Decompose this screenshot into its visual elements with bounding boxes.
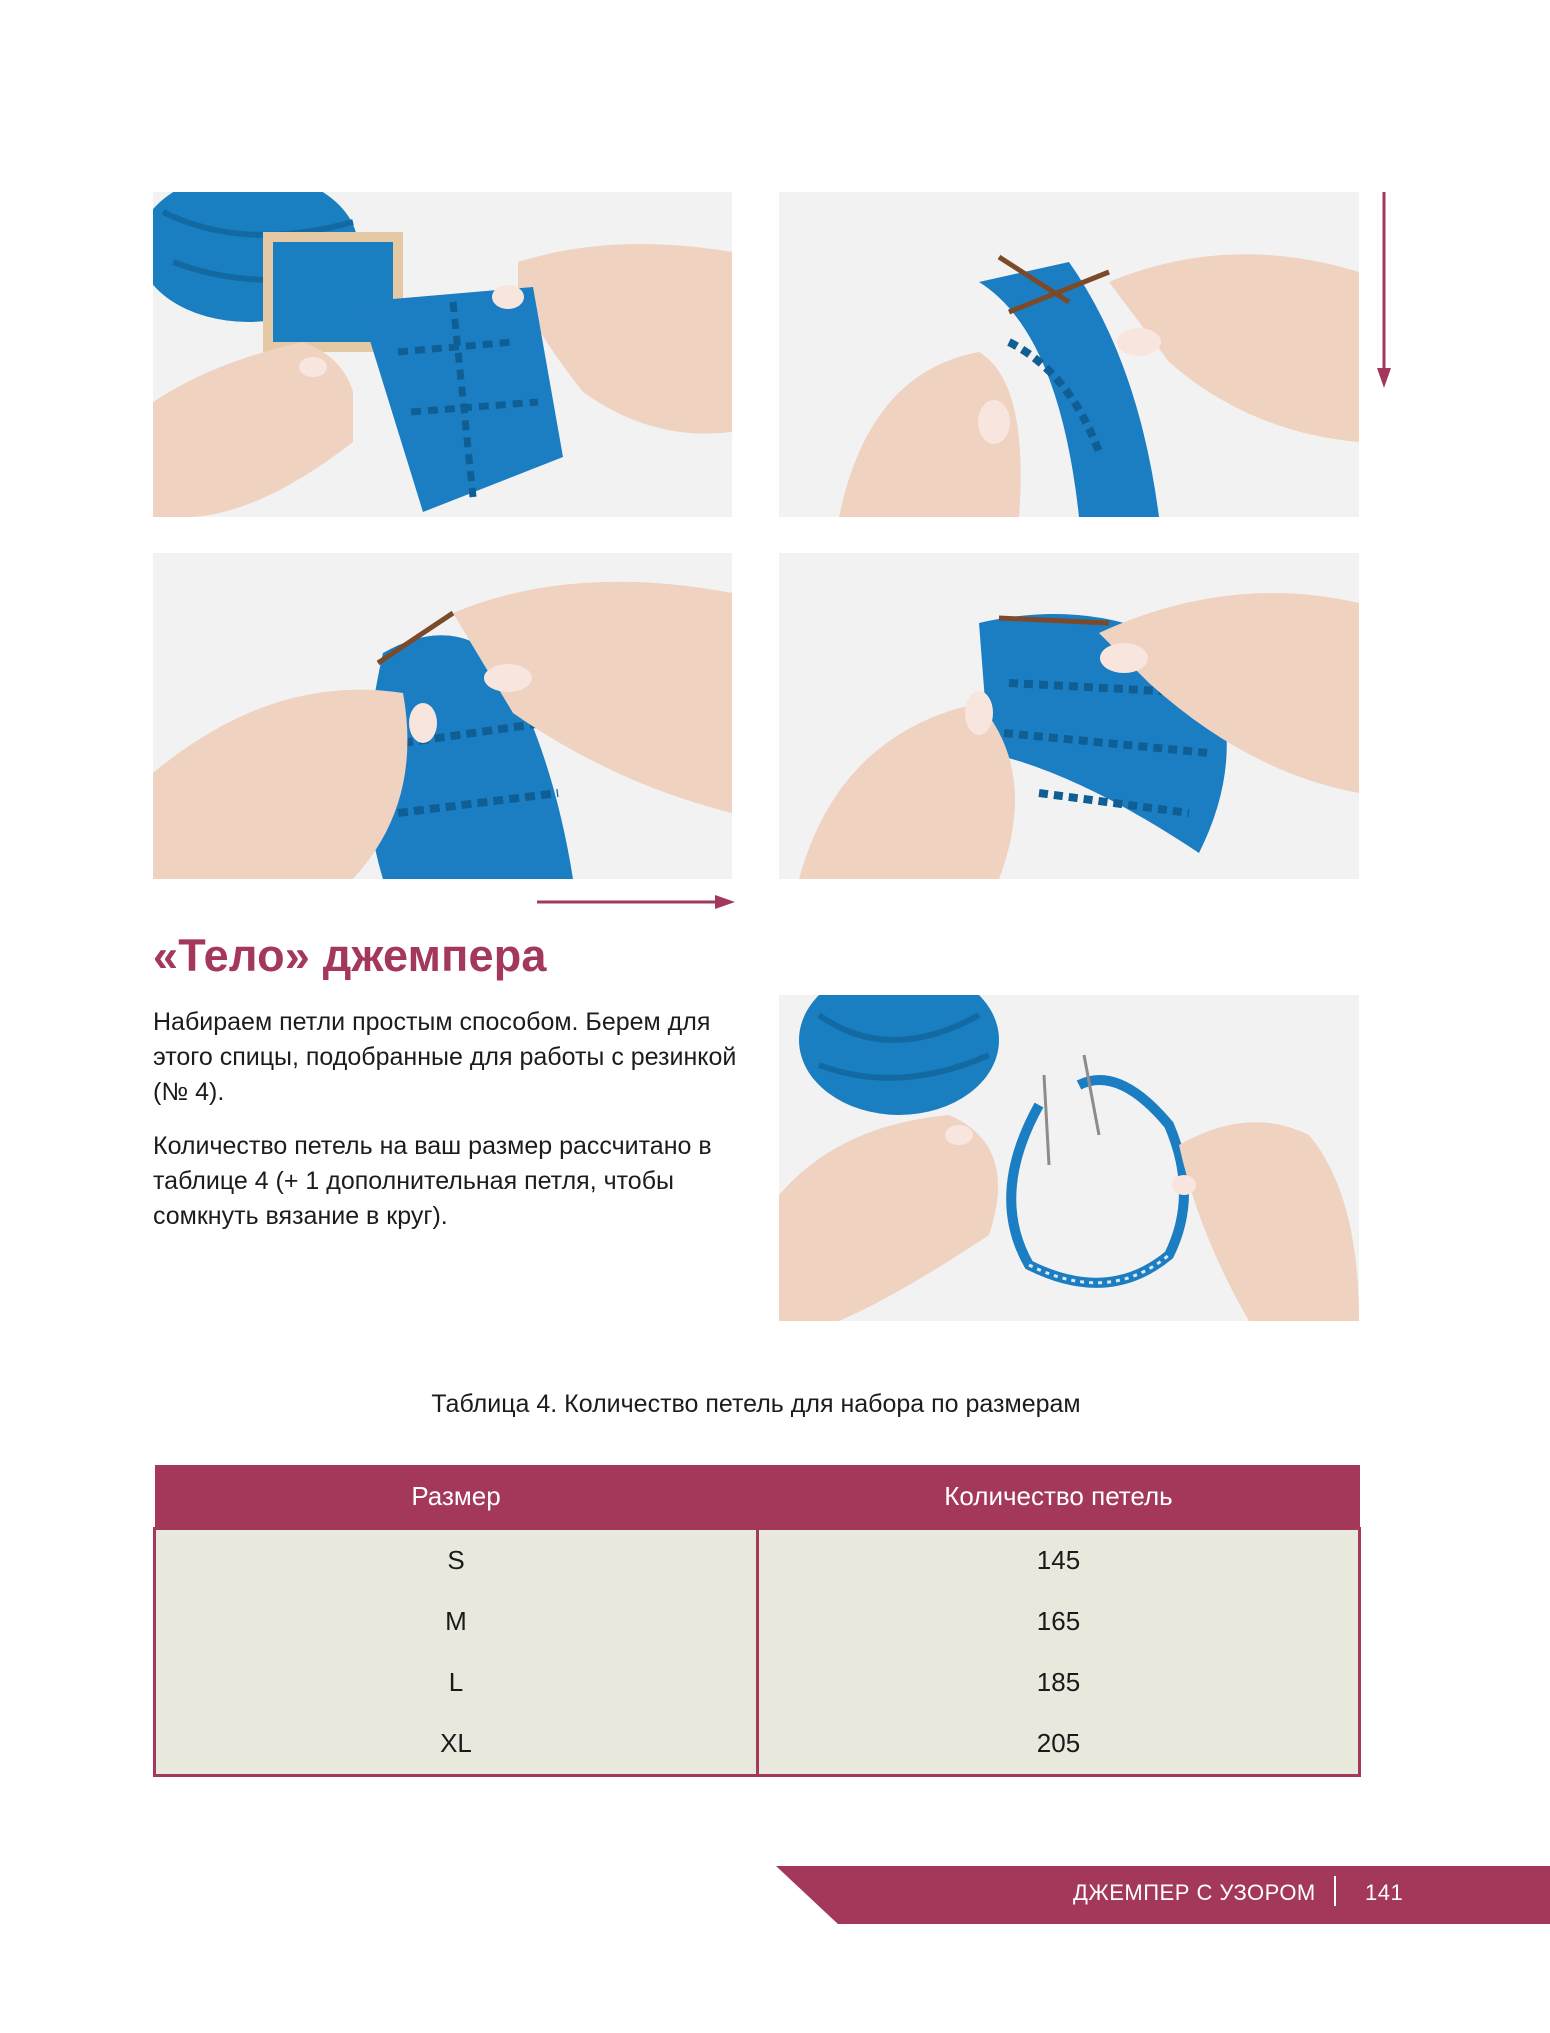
photo-cast-on-circular-needle — [779, 995, 1359, 1321]
photo-knitting-step-4 — [779, 553, 1359, 879]
table-row — [155, 1591, 1360, 1652]
cell-count: 205 — [758, 1713, 1360, 1776]
table-row — [155, 1529, 1360, 1592]
header-count: Количество петель — [758, 1465, 1360, 1529]
cell-count: 145 — [758, 1529, 1360, 1592]
page-number: 141 — [1365, 1880, 1404, 1905]
arrow-right-icon — [537, 893, 735, 911]
cell-count: 165 — [758, 1591, 1360, 1652]
table-caption: Таблица 4. Количество петель для набора по размерам — [431, 1390, 1081, 1418]
photo-knitting-step-2 — [779, 192, 1359, 517]
cell-size: L — [155, 1652, 758, 1713]
paragraph-stitch-count: Количество петель на ваш размер рассчитано в таблице 4 (+ 1 дополнительная петля, чтобы сомкнуть вязание в круг). — [153, 1132, 712, 1230]
paragraph-cast-on: Набираем петли простым способом. Берем для этого спицы, подобранные для работы с резинкой (№ 4). — [153, 1008, 737, 1106]
section-title: «Тело» джемпера — [153, 930, 547, 981]
header-size: Размер — [155, 1465, 758, 1529]
cell-size: XL — [155, 1713, 758, 1776]
table-header-row — [155, 1465, 1360, 1529]
cell-size: S — [155, 1529, 758, 1592]
photo-knitted-swatch-with-yarn-ball — [153, 192, 732, 517]
footer-separator — [1334, 1876, 1336, 1906]
table-row — [155, 1713, 1360, 1776]
photo-knitting-step-3 — [153, 553, 732, 879]
cell-size: M — [155, 1591, 758, 1652]
arrow-down-icon — [1375, 192, 1393, 388]
footer-chapter-title: ДЖЕМПЕР С УЗОРОМ — [1073, 1880, 1316, 1905]
stitch-count-table — [153, 1465, 1361, 1777]
table-row — [155, 1652, 1360, 1713]
cell-count: 185 — [758, 1652, 1360, 1713]
